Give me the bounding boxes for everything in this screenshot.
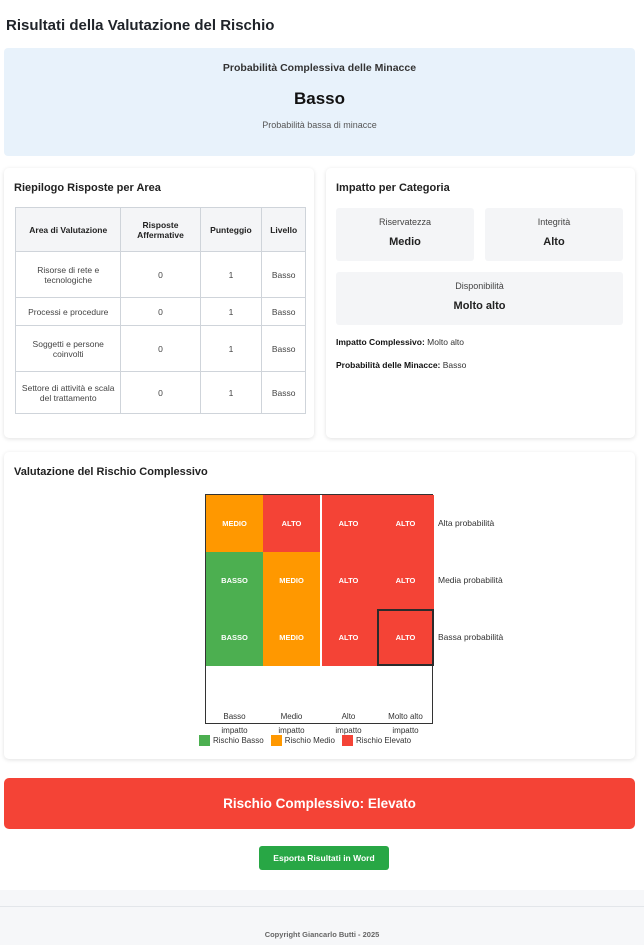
matrix-cell: ALTO bbox=[377, 495, 434, 552]
column-label-top: Basso bbox=[223, 712, 246, 721]
column-label-bottom: impatto bbox=[278, 726, 305, 735]
cell-level: Basso bbox=[262, 298, 306, 326]
impact-category-value: Alto bbox=[543, 236, 565, 248]
column-label-bottom: impatto bbox=[392, 726, 419, 735]
risk-matrix bbox=[205, 494, 433, 724]
column-label-top: Molto alto bbox=[388, 712, 423, 721]
export-word-button[interactable]: Esporta Risultati in Word bbox=[259, 846, 389, 870]
matrix-cell: BASSO bbox=[206, 552, 263, 609]
row-label-low: Bassa probabilità bbox=[438, 632, 504, 642]
legend-label: Rischio Elevato bbox=[355, 736, 412, 745]
summary-card bbox=[4, 168, 314, 438]
table-row bbox=[16, 326, 306, 372]
legend-item-medium bbox=[271, 735, 335, 746]
page-title: Risultati della Valutazione del Rischio bbox=[6, 17, 275, 34]
overall-impact-line bbox=[336, 337, 464, 347]
impact-category-value: Medio bbox=[389, 236, 421, 248]
column-label-top: Alto bbox=[341, 712, 356, 721]
probability-value: Basso bbox=[293, 89, 346, 108]
legend-swatch bbox=[199, 735, 210, 746]
cell-level: Basso bbox=[262, 252, 306, 298]
matrix-cell: ALTO bbox=[377, 552, 434, 609]
cell-score: 1 bbox=[200, 372, 262, 414]
copyright-text: Copyright Giancarlo Butti - 2025 bbox=[264, 930, 380, 939]
row-label-high: Alta probabilità bbox=[438, 518, 495, 528]
cell-area: Settore di attività e scala del trattamento bbox=[16, 372, 121, 414]
table-header-row bbox=[16, 208, 306, 252]
cell-area: Risorse di rete e tecnologiche bbox=[16, 252, 121, 298]
column-header-area: Area di Valutazione bbox=[16, 208, 121, 252]
impact-title: Impatto per Categoria bbox=[336, 182, 450, 194]
column-header-affirmative: Risposte Affermative bbox=[121, 208, 200, 252]
column-header-score: Punteggio bbox=[200, 208, 262, 252]
cell-level: Basso bbox=[262, 372, 306, 414]
legend-item-high bbox=[342, 735, 411, 746]
matrix-cell: MEDIO bbox=[263, 552, 320, 609]
table-row bbox=[16, 372, 306, 414]
summary-table bbox=[15, 207, 306, 414]
risk-matrix-card bbox=[4, 452, 635, 759]
impact-category-value: Molto alto bbox=[453, 300, 506, 312]
legend-item-low bbox=[199, 735, 264, 746]
impact-card bbox=[326, 168, 635, 438]
legend-label: Rischio Basso bbox=[213, 736, 264, 745]
matrix-cell: ALTO bbox=[320, 552, 377, 609]
column-label-medium bbox=[263, 710, 320, 738]
footer bbox=[0, 906, 644, 945]
cell-area: Processi e procedure bbox=[16, 298, 121, 326]
probability-description: Probabilità bassa di minacce bbox=[262, 120, 377, 130]
cell-score: 1 bbox=[200, 298, 262, 326]
cell-affirmative: 0 bbox=[121, 252, 200, 298]
column-label-top: Medio bbox=[280, 712, 303, 721]
matrix-legend bbox=[199, 735, 411, 746]
probability-label: Probabilità Complessiva delle Minacce bbox=[222, 62, 417, 74]
cell-score: 1 bbox=[200, 326, 262, 372]
legend-swatch bbox=[342, 735, 353, 746]
cell-affirmative: 0 bbox=[121, 298, 200, 326]
column-label-low bbox=[206, 710, 263, 738]
table-row bbox=[16, 298, 306, 326]
threat-probability-value: Basso bbox=[442, 360, 467, 370]
column-label-high bbox=[320, 710, 377, 738]
matrix-cell: ALTO bbox=[320, 609, 377, 666]
cell-area: Soggetti e persone coinvolti bbox=[16, 326, 121, 372]
matrix-cell: ALTO bbox=[377, 609, 434, 666]
overall-impact-value: Molto alto bbox=[427, 337, 465, 347]
overall-impact-label: Impatto Complessivo: bbox=[336, 337, 425, 347]
threat-probability-label: Probabilità delle Minacce: bbox=[336, 360, 441, 370]
row-label-medium: Media probabilità bbox=[438, 575, 503, 585]
matrix-cell: ALTO bbox=[320, 495, 377, 552]
matrix-divider bbox=[320, 495, 322, 666]
matrix-title: Valutazione del Rischio Complessivo bbox=[14, 466, 208, 478]
overall-risk-banner: Rischio Complessivo: Elevato bbox=[4, 778, 635, 829]
impact-category-name: Riservatezza bbox=[378, 217, 432, 227]
matrix-cell: MEDIO bbox=[206, 495, 263, 552]
impact-category-name: Disponibilità bbox=[455, 281, 504, 291]
probability-card bbox=[4, 48, 635, 156]
threat-probability-line bbox=[336, 360, 466, 370]
column-label-very-high bbox=[377, 710, 434, 738]
column-label-bottom: impatto bbox=[335, 726, 362, 735]
cell-affirmative: 0 bbox=[121, 372, 200, 414]
table-row bbox=[16, 252, 306, 298]
matrix-cell: ALTO bbox=[263, 495, 320, 552]
legend-swatch bbox=[271, 735, 282, 746]
impact-box-availability bbox=[336, 272, 623, 325]
column-header-level: Livello bbox=[262, 208, 306, 252]
cell-level: Basso bbox=[262, 326, 306, 372]
cell-affirmative: 0 bbox=[121, 326, 200, 372]
impact-category-name: Integrità bbox=[537, 217, 571, 227]
matrix-cell: MEDIO bbox=[263, 609, 320, 666]
cell-score: 1 bbox=[200, 252, 262, 298]
column-label-bottom: impatto bbox=[221, 726, 248, 735]
matrix-cell: BASSO bbox=[206, 609, 263, 666]
impact-box-confidentiality bbox=[336, 208, 474, 261]
summary-title: Riepilogo Risposte per Area bbox=[14, 182, 161, 194]
impact-box-integrity bbox=[485, 208, 623, 261]
legend-label: Rischio Medio bbox=[284, 736, 335, 745]
